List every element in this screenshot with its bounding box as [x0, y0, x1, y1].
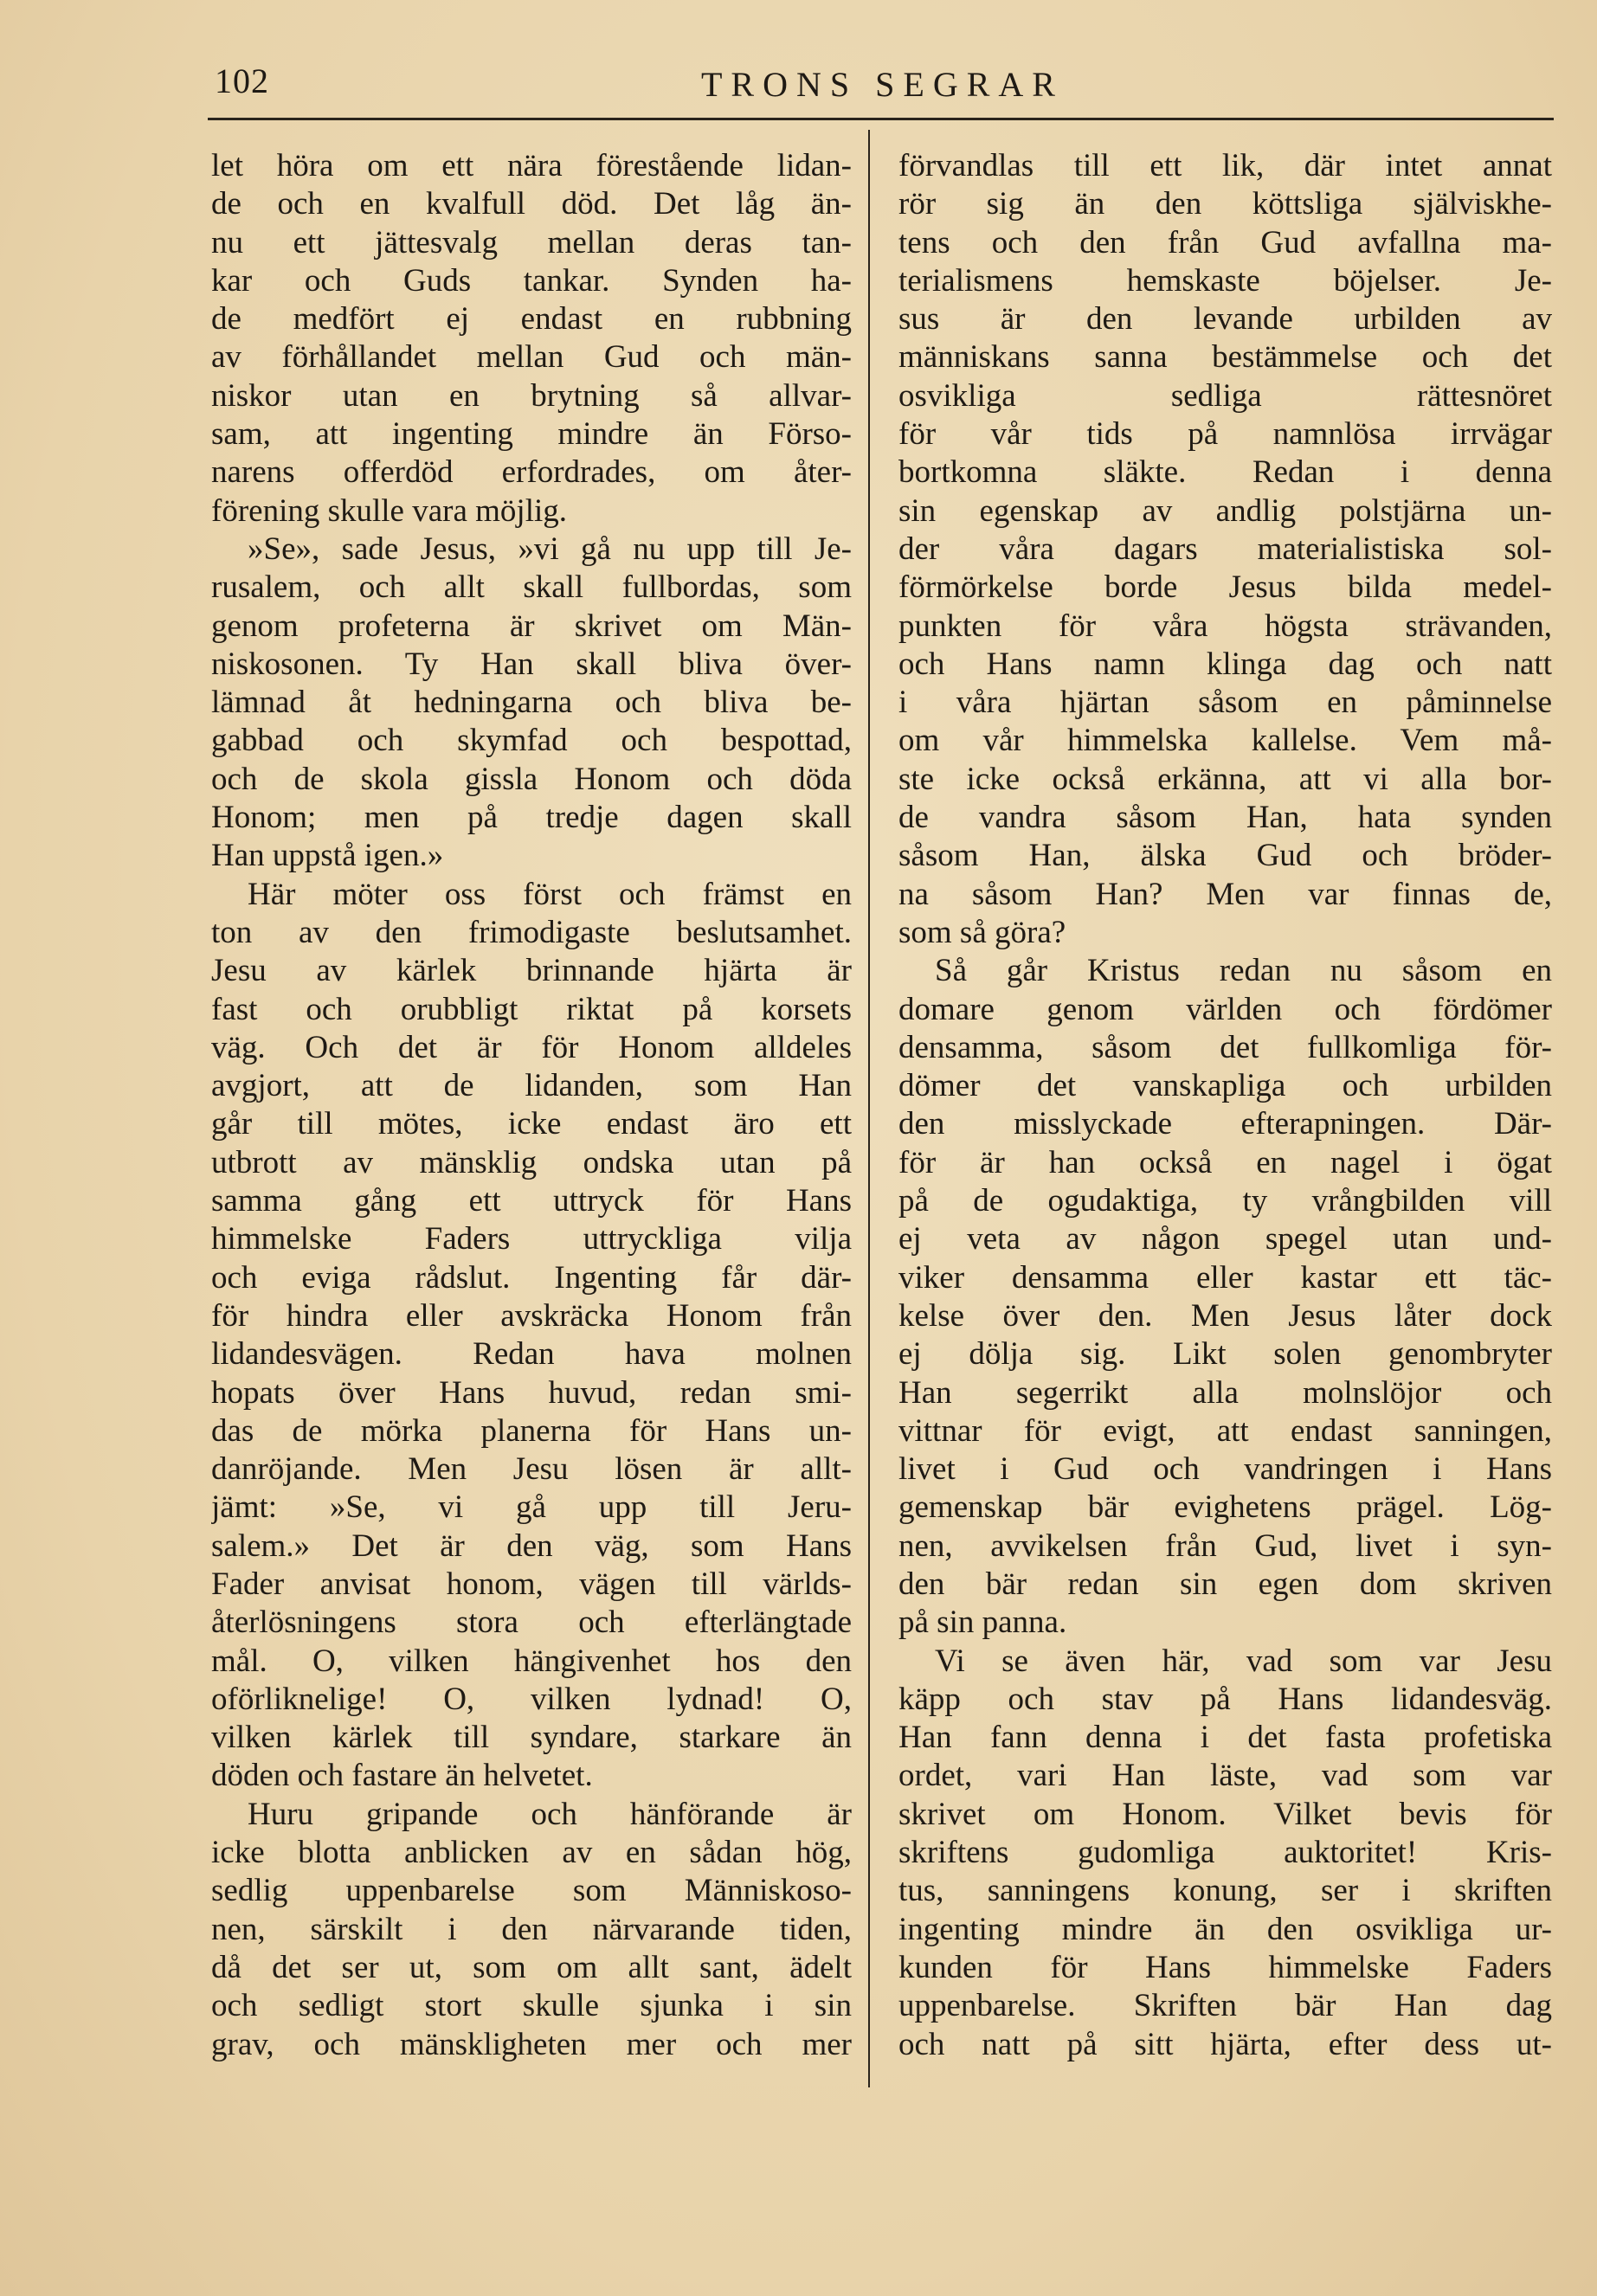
text-line: domare genom världen och fördömer [898, 991, 1552, 1027]
text-line: samma gång ett uttryck för Hans [211, 1183, 852, 1219]
text-line: på sin panna. [898, 1605, 1067, 1641]
text-line: Här möter oss först och främst en [248, 876, 852, 912]
text-line: Han segerrikt alla molnslöjor och [898, 1374, 1552, 1411]
text-line: då det ser ut, som om allt sant, ädelt [211, 1949, 852, 1985]
text-line: ingenting mindre än den osvikliga ur- [898, 1911, 1552, 1947]
text-line: kar och Guds tankar. Synden ha- [211, 262, 852, 299]
text-line: narens offerdöd erfordrades, om åter- [211, 454, 852, 491]
text-line: das de mörka planerna för Hans un- [211, 1412, 852, 1449]
text-line: ordet, vari Han läste, vad som var [898, 1758, 1552, 1794]
text-line: människans sanna bestämmelse och det [898, 339, 1552, 376]
text-line: de och en kvalfull död. Det låg än- [211, 186, 852, 222]
text-line: livet i Gud och vandringen i Hans [898, 1451, 1552, 1488]
text-line: som så göra? [898, 914, 1066, 950]
text-line: viker densamma eller kastar ett täc- [898, 1259, 1552, 1296]
text-line: av förhållandet mellan Gud och män- [211, 339, 852, 376]
text-line: ej dölja sig. Likt solen genombryter [898, 1336, 1552, 1373]
text-line: om vår himmelska kallelse. Vem må- [898, 723, 1552, 759]
text-line: såsom Han, älska Gud och bröder- [898, 838, 1552, 874]
text-line: vittnar för evigt, att endast sanningen, [898, 1412, 1552, 1449]
text-line: punkten för våra högsta strävanden, [898, 608, 1552, 644]
text-line: förmörkelse borde Jesus bilda medel- [898, 569, 1552, 606]
text-line: genom profeterna är skrivet om Män- [211, 608, 852, 644]
text-line: »Se», sade Jesus, »vi gå nu upp till Je- [248, 531, 852, 567]
text-line: dömer det vanskapliga och urbilden [898, 1068, 1552, 1104]
text-line: käpp och stav på Hans lidandesväg. [898, 1681, 1552, 1717]
text-line: mål. O, vilken hängivenhet hos den [211, 1643, 852, 1679]
text-line: jämt: »Se, vi gå upp till Jeru- [211, 1489, 852, 1526]
text-line: tus, sanningens konung, ser i skriften [898, 1873, 1552, 1909]
text-line: de medfört ej endast en rubbning [211, 301, 852, 338]
text-line: skriftens gudomliga auktoritet! Kris- [898, 1835, 1552, 1871]
text-line: himmelske Faders uttryckliga vilja [211, 1221, 852, 1257]
text-line: sedlig uppenbarelse som Människoso- [211, 1873, 852, 1909]
text-line: och de skola gissla Honom och döda [211, 761, 852, 797]
text-line: vilken kärlek till syndare, starkare än [211, 1720, 852, 1756]
text-line: kelse över den. Men Jesus låter dock [898, 1297, 1552, 1334]
text-line: i våra hjärtan såsom en påminnelse [898, 685, 1552, 721]
text-line: på de ogudaktiga, ty vrångbilden vill [898, 1183, 1552, 1219]
text-line: återlösningens stora och efterlängtade [211, 1605, 852, 1641]
text-line: går till mötes, icke endast äro ett [211, 1106, 852, 1142]
text-line: Huru gripande och hänförande är [248, 1796, 852, 1832]
text-line: lidandesvägen. Redan hava molnen [211, 1336, 852, 1373]
text-line: förvandlas till ett lik, där intet annat [898, 148, 1552, 183]
text-line: let höra om ett nära förestående lidan- [211, 148, 852, 183]
text-line: Fader anvisat honom, vägen till världs- [211, 1566, 852, 1602]
text-line: Han uppstå igen.» [211, 838, 444, 874]
text-line: niskor utan en brytning så allvar- [211, 377, 852, 414]
text-line: der våra dagars materialistiska sol- [898, 531, 1552, 567]
text-line: avgjort, att de lidanden, som Han [211, 1068, 852, 1104]
text-line: grav, och mänskligheten mer och mer [211, 2026, 852, 2062]
right-column [898, 147, 1552, 2064]
text-line: niskosonen. Ty Han skall bliva över- [211, 646, 852, 682]
text-line: na såsom Han? Men var finnas de, [898, 876, 1552, 912]
text-line: nen, avvikelsen från Gud, livet i syn- [898, 1527, 1552, 1564]
text-line: Han fann denna i det fasta profetiska [898, 1720, 1552, 1756]
text-line: väg. Och det är för Honom alldeles [211, 1029, 852, 1065]
text-line: de vandra såsom Han, hata synden [898, 800, 1552, 836]
page-number: 102 [215, 61, 269, 100]
text-line: uppenbarelse. Skriften bär Han dag [898, 1988, 1552, 2024]
text-line: lämnad åt hedningarna och bliva be- [211, 685, 852, 721]
text-line: Vi se även här, vad som var Jesu [935, 1643, 1552, 1679]
text-line: Så går Kristus redan nu såsom en [935, 953, 1552, 989]
text-line: osvikliga sedliga rättesnöret [898, 377, 1552, 414]
text-line: fast och orubbligt riktat på korsets [211, 991, 852, 1027]
text-line: oförliknelige! O, vilken lydnad! O, [211, 1681, 852, 1717]
text-line: och eviga rådslut. Ingenting får där- [211, 1259, 852, 1296]
text-line: densamma, såsom det fullkomliga för- [898, 1029, 1552, 1065]
left-column [211, 147, 852, 2064]
text-line: sam, att ingenting mindre än Förso- [211, 416, 852, 453]
text-line: rör sig än den köttsliga själviskhe- [898, 186, 1552, 222]
text-line: icke blotta anblicken av en sådan hög, [211, 1835, 852, 1871]
text-line: för hindra eller avskräcka Honom från [211, 1297, 852, 1334]
text-line: tens och den från Gud avfallna ma- [898, 224, 1552, 260]
text-line: för vår tids på namnlösa irrvägar [898, 416, 1552, 453]
text-line: ton av den frimodigaste beslutsamhet. [211, 914, 852, 950]
text-line: Jesu av kärlek brinnande hjärta är [211, 953, 852, 989]
text-line: rusalem, och allt skall fullbordas, som [211, 569, 852, 606]
text-line: förening skulle vara möjlig. [211, 492, 568, 529]
text-line: döden och fastare än helvetet. [211, 1758, 593, 1794]
text-line: kunden för Hans himmelske Faders [898, 1949, 1552, 1985]
text-line: och sedligt stort skulle sjunka i sin [211, 1988, 852, 2024]
text-line: den misslyckade efterapningen. Där- [898, 1106, 1552, 1142]
text-line: nu ett jättesvalg mellan deras tan- [211, 224, 852, 260]
text-line: ste icke också erkänna, att vi alla bor- [898, 761, 1552, 797]
text-line: skrivet om Honom. Vilket bevis för [898, 1796, 1552, 1832]
text-line: och natt på sitt hjärta, efter dess ut- [898, 2026, 1552, 2062]
text-line: sin egenskap av andlig polstjärna un- [898, 492, 1552, 529]
text-line: terialismens hemskaste böjelser. Je- [898, 262, 1552, 299]
text-line: gabbad och skymfad och bespottad, [211, 723, 852, 759]
text-line: hopats över Hans huvud, redan smi- [211, 1374, 852, 1411]
text-line: danröjande. Men Jesu lösen är allt- [211, 1451, 852, 1488]
text-line: gemenskap bär evighetens prägel. Lög- [898, 1489, 1552, 1526]
text-line: och Hans namn klinga dag och natt [898, 646, 1552, 682]
text-line: sus är den levande urbilden av [898, 301, 1552, 338]
text-line: salem.» Det är den väg, som Hans [211, 1527, 852, 1564]
running-title: TRONS SEGRAR [701, 65, 1064, 104]
column-divider [868, 130, 870, 2087]
text-line: ej veta av någon spegel utan und- [898, 1221, 1552, 1257]
header-rule [208, 118, 1554, 120]
text-line: för är han också en nagel i ögat [898, 1144, 1552, 1180]
text-line: nen, särskilt i den närvarande tiden, [211, 1911, 852, 1947]
text-line: bortkomna släkte. Redan i denna [898, 454, 1552, 491]
text-line: Honom; men på tredje dagen skall [211, 800, 852, 836]
text-line: utbrott av mänsklig ondska utan på [211, 1144, 852, 1180]
text-line: den bär redan sin egen dom skriven [898, 1566, 1552, 1602]
